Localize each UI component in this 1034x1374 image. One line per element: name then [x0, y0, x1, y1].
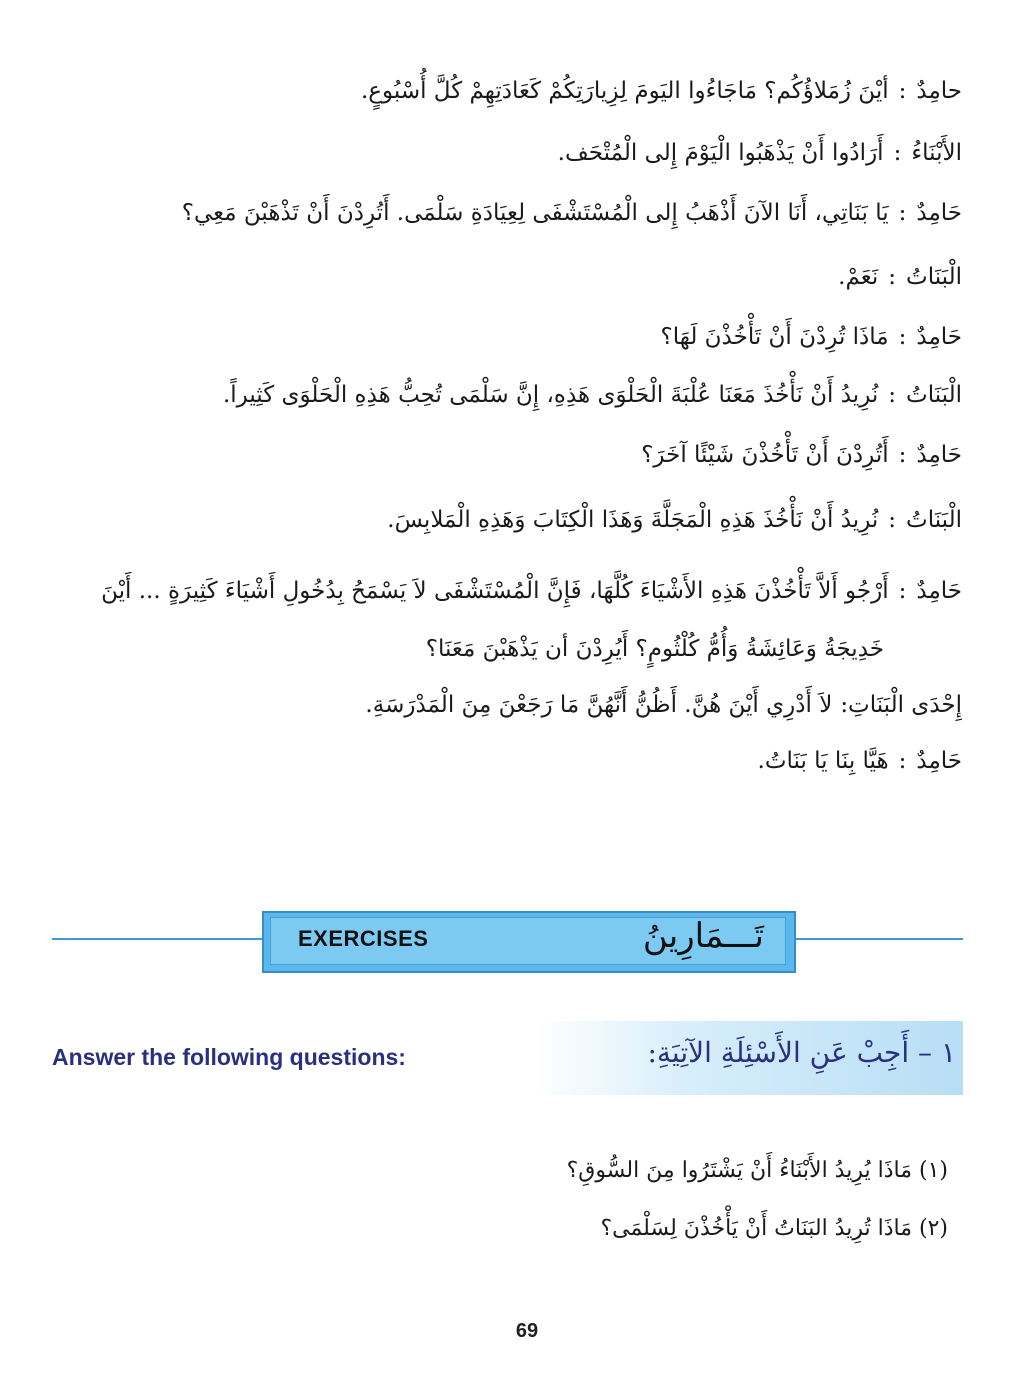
- exercises-label-ar: تَـــمَارِينُ: [642, 916, 764, 956]
- speaker-name: حَامِدٌ: [916, 442, 962, 468]
- colon-separator: :: [888, 264, 897, 290]
- dialogue-text: أَرْجُو أَلاَّ تَأْخُذْنَ هَذِهِ الأَشْيَاءَ كُلَّهَا، فَإِنَّ الْمُسْتَشْفَى لاَ يَسْمَحُ بِدُخُولِ أَشْيَاءَ كَثِيرَةٍ ... أَيْنَ: [101, 578, 889, 604]
- instruction-en: Answer the following questions:: [52, 1044, 406, 1070]
- colon-separator: :: [898, 78, 907, 104]
- colon-separator: :: [898, 442, 907, 468]
- colon-separator: :: [888, 507, 897, 533]
- exercises-label-en: EXERCISES: [298, 926, 429, 951]
- speaker-name: حَامِدٌ: [916, 578, 962, 604]
- dialogue-text: نُرِيدُ أَنْ نَأْخُذَ هَذِهِ الْمَجَلَّةَ وَهَذَا الْكِتَابَ وَهَذِهِ الْمَلابِسَ.: [387, 507, 879, 533]
- dialogue-text: نُرِيدُ أَنْ نَأْخُذَ مَعَنَا عُلْبَةَ الْحَلْوَى هَذِهِ، إِنَّ سَلْمَى تُحِبُّ هَذِهِ الْحَلْوَى كَثِيراً.: [222, 382, 879, 408]
- dialogue-text: خَدِيجَةُ وَعَائِشَةُ وَأُمُّ كُلْثُومٍ؟ أَيُرِدْنَ أن يَذْهَبْنَ مَعَنَا؟: [425, 636, 884, 662]
- dialogue-text: هَيَّا بِنَا يَا بَنَاتُ.: [757, 748, 889, 774]
- dialogue-line: [223, 380, 962, 410]
- question-item: (٢) مَاذَا تُرِيدُ البَنَاتُ أَنْ يَأْخُذْنَ لِسَلْمَى؟: [600, 1216, 948, 1241]
- dialogue-text: يَا بَنَاتِي، أَنَا الآنَ أَذْهَبُ إِلى الْمُسْتَشْفَى لِعِيَادَةِ سَلْمَى. أَتُرِدْنَ أَنْ تَذْهَبْنَ مَعِي؟: [181, 200, 889, 226]
- dialogue-continuation: [426, 634, 884, 664]
- dialogue-text: أيْنَ زُمَلاؤُكُم؟ مَاجَاءُوا اليَومَ لِزِيارَتِكُمْ كَعَادَتِهِمْ كُلَّ أُسْبُوعٍ.: [360, 78, 889, 104]
- dialogue-line: [641, 440, 962, 470]
- dialogue-line: [387, 505, 962, 535]
- dialogue-text: لاَ أَدْرِي أَيْنَ هُنَّ. أَظُنُّ أَنَّهُنَّ مَا رَجَعْنَ مِنَ الْمَدْرَسَةِ.: [365, 692, 833, 718]
- colon-separator: :: [898, 748, 907, 774]
- dialogue-line: [182, 198, 962, 228]
- speaker-name: حَامِدٌ: [916, 324, 962, 350]
- speaker-name: حَامِدٌ: [916, 200, 962, 226]
- dialogue-line: [838, 262, 962, 292]
- colon-separator: :: [898, 200, 907, 226]
- page-number: 69: [515, 1320, 539, 1342]
- dialogue-line: [101, 576, 962, 606]
- speaker-name: إِحْدَى الْبَنَاتِ:: [840, 692, 962, 718]
- instruction-ar: ١ – أَجِبْ عَنِ الأَسْئِلَةِ الآتِيَةِ:: [647, 1036, 956, 1069]
- dialogue-text: نَعَمْ.: [838, 264, 879, 290]
- colon-separator: :: [893, 140, 902, 166]
- speaker-name: الْبَنَاتُ: [906, 507, 962, 533]
- speaker-name: الأَبْنَاءُ: [911, 140, 962, 166]
- speaker-name: الْبَنَاتُ: [906, 382, 962, 408]
- dialogue-line: [365, 690, 962, 720]
- dialogue-text: أَتُرِدْنَ أَنْ تَأْخُذْنَ شَيْئًا آخَرَ؟: [641, 442, 889, 468]
- dialogue-line: [361, 76, 962, 106]
- colon-separator: :: [888, 382, 897, 408]
- speaker-name: الْبَنَاتُ: [906, 264, 962, 290]
- speaker-name: حامِدٌ: [916, 78, 962, 104]
- colon-separator: :: [898, 578, 907, 604]
- dialogue-line: [661, 322, 963, 352]
- dialogue-text: أَرَادُوا أَنْ يَذْهَبُوا الْيَوْمَ إِلى الْمُتْحَف.: [557, 140, 884, 166]
- speaker-name: حَامِدٌ: [916, 748, 962, 774]
- divider-rule-right: [795, 938, 963, 940]
- divider-rule-left: [52, 938, 264, 940]
- colon-separator: :: [898, 324, 907, 350]
- dialogue-text: مَاذَا تُرِدْنَ أَنْ تَأْخُذْنَ لَهَا؟: [660, 324, 889, 350]
- question-item: (١) مَاذَا يُرِيدُ الأَبْنَاءُ أَنْ يَشْتَرُوا مِنَ السُّوقِ؟: [566, 1158, 948, 1183]
- dialogue-line: [758, 746, 962, 776]
- dialogue-line: [558, 138, 962, 168]
